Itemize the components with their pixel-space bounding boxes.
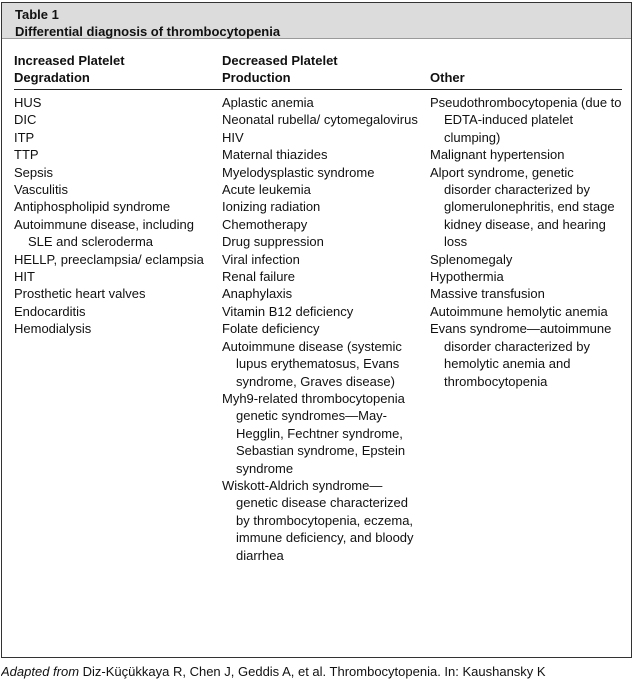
list-item: Vasculitis xyxy=(14,182,68,198)
list-item: Evans syndrome—autoimmune disorder characterized by hemolytic anemia and thrombocytopenia xyxy=(430,321,612,389)
list-item: Sepsis xyxy=(14,164,54,180)
table-title: Differential diagnosis of thrombocytopenia xyxy=(15,24,281,39)
list-item: Antiphospholipid syndrome xyxy=(14,199,171,215)
list-item: Drug suppression xyxy=(222,234,324,250)
list-item: Autoimmune disease, including SLE and scleroderma xyxy=(14,216,194,250)
list-item: Ionizing radiation xyxy=(222,199,321,215)
list-item: Alport syndrome, genetic disorder characterized by glomerulonephritis, end stage kidney disease, and hearing loss xyxy=(430,164,615,250)
list-item: DIC xyxy=(14,112,37,128)
list-item: HELLP, preeclampsia/ eclampsia xyxy=(14,251,204,267)
column-items xyxy=(14,94,219,338)
list-item: Hemodialysis xyxy=(14,321,92,337)
list-item: Vitamin B12 deficiency xyxy=(222,303,354,319)
list-item: HUS xyxy=(14,95,42,110)
list-item: Massive transfusion xyxy=(430,286,545,302)
list-item: TTP xyxy=(14,147,39,163)
column-decreased-production xyxy=(222,52,422,563)
list-item: HIT xyxy=(14,269,35,285)
list-item: Hypothermia xyxy=(430,269,504,285)
column-header-text: Increased Platelet Degradation xyxy=(14,53,125,85)
list-item: Autoimmune hemolytic anemia xyxy=(430,303,608,319)
list-item: Myh9-related thrombocytopenia genetic syndromes—May-Hegglin, Fechtner syndrome, Sebastian syndrome, Epstein syndrome xyxy=(222,390,406,476)
list-item: Neonatal rubella/ cytomegalovirus xyxy=(222,112,418,128)
list-item: Wiskott-Aldrich syndrome—genetic disease characterized by thrombocytopenia, eczema, immune deficiency, and bloody diarrhea xyxy=(222,477,414,563)
footnote-text: Diz-Küçükkaya R, Chen J, Geddis A, et al. Thrombocytopenia. In: Kaushansky K xyxy=(79,664,546,679)
source-footnote xyxy=(1,663,634,680)
list-item: Malignant hypertension xyxy=(430,147,565,163)
list-item: Folate deficiency xyxy=(222,321,320,337)
list-item: Endocarditis xyxy=(14,303,86,319)
column-increased-degradation xyxy=(14,52,219,337)
column-header-text: Decreased Platelet Production xyxy=(222,53,338,85)
table-label: Table 1 xyxy=(15,7,59,22)
column-other xyxy=(430,52,624,389)
table-header xyxy=(2,3,631,39)
list-item: Splenomegaly xyxy=(430,251,513,267)
column-header xyxy=(430,52,624,86)
list-item: ITP xyxy=(14,129,35,145)
list-item: Acute leukemia xyxy=(222,182,311,198)
list-item: Anaphylaxis xyxy=(222,286,293,302)
list-item: HIV xyxy=(222,129,244,145)
list-item: Renal failure xyxy=(222,269,295,285)
column-header xyxy=(222,52,422,86)
list-item: Pseudothrombocytopenia (due to EDTA-induced platelet clumping) xyxy=(430,95,622,145)
column-header xyxy=(14,52,219,86)
list-item: Aplastic anemia xyxy=(222,95,314,110)
list-item: Chemotherapy xyxy=(222,216,308,232)
column-items xyxy=(222,94,422,564)
list-item: Prosthetic heart valves xyxy=(14,286,146,302)
list-item: Viral infection xyxy=(222,251,300,267)
list-item: Autoimmune disease (systemic lupus erythematosus, Evans syndrome, Graves disease) xyxy=(222,338,402,389)
column-items xyxy=(430,94,624,390)
header-rule xyxy=(14,89,622,90)
list-item: Maternal thiazides xyxy=(222,147,328,163)
list-item: Myelodysplastic syndrome xyxy=(222,164,375,180)
footnote-lead: Adapted from xyxy=(1,664,80,679)
column-header-text: Other xyxy=(430,70,465,85)
